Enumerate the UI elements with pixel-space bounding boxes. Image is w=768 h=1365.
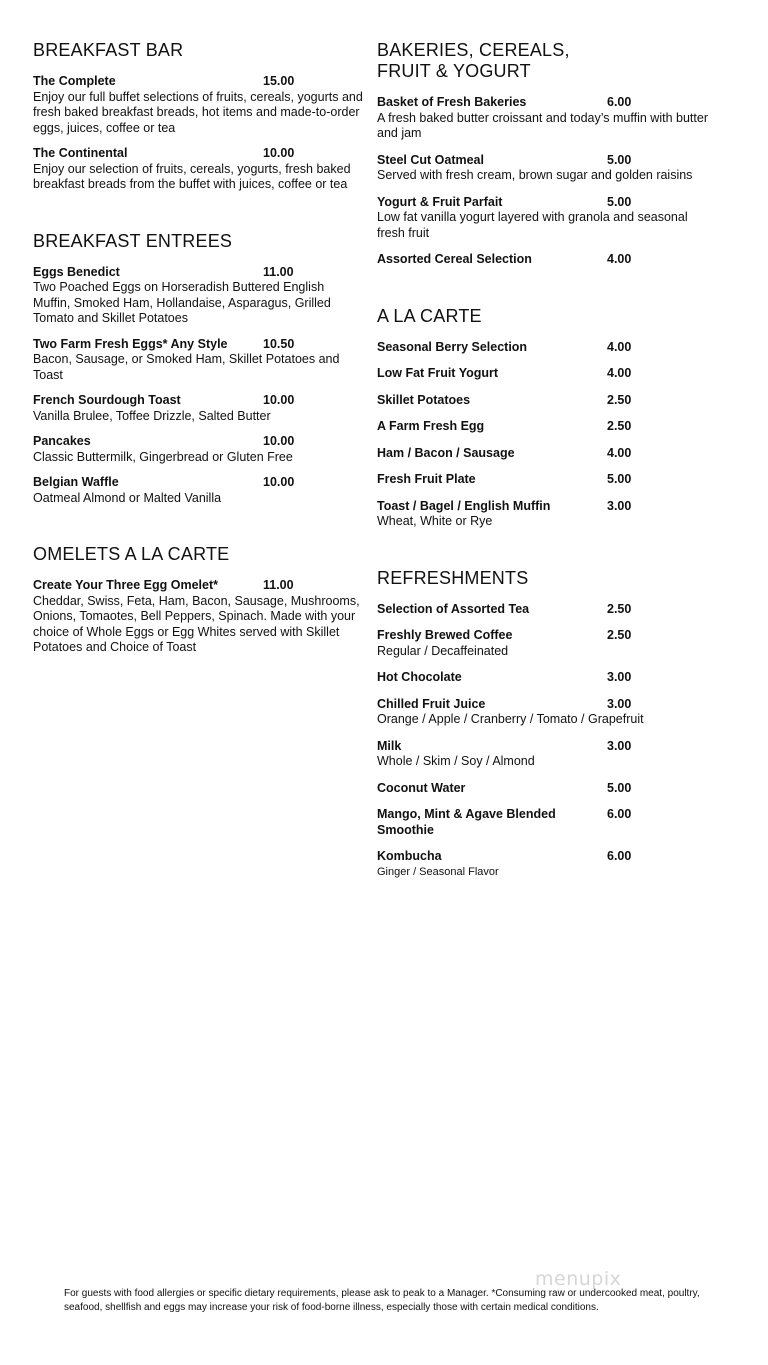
menu-item [33,146,363,193]
menu-item [377,670,717,686]
menu-item-header [377,195,717,211]
menu-item-price: 11.00 [263,264,294,279]
menu-item-header [33,337,363,353]
menu-item-name: Assorted Cereal Selection [377,252,532,266]
menu-item-name: Yogurt & Fruit Parfait [377,194,503,209]
menu-item-name: A Farm Fresh Egg [377,419,485,433]
menu-item-header [377,252,717,268]
section-title: BREAKFAST BAR [33,40,184,60]
watermark-logo: menupix [535,1268,622,1290]
menu-item [377,472,717,488]
menu-item-price: 2.50 [607,419,632,433]
allergy-disclaimer: For guests with food allergies or specific dietary requirements, please ask to peak to a Manager. *Consuming raw or undercooked meat, poultry, seafood, shellfish and eggs may increase your risk of food-borne illness, especially those with certain medical conditions. [64,1288,700,1313]
menu-item-name: Pancakes [33,434,91,448]
menu-item-header [33,475,363,491]
menu-item-name: Two Farm Fresh Eggs* Any Style [33,336,228,351]
menu-item-description: Enjoy our selection of fruits, cereals, yogurts, fresh baked breakfast breads from the buffet with juices, coffee or tea [33,161,351,191]
menu-item [33,434,363,465]
menu-item-name: Kombucha [377,849,442,863]
menu-item-header [377,849,717,865]
menu-item [377,602,717,618]
menu-item-description: Cheddar, Swiss, Feta, Ham, Bacon, Sausage, Mushrooms, Onions, Tomaotes, Bell Peppers, Spinach. Made with your choice of Whole Eggs or Egg Whites served with Skillet Potatoes and Choice of Toast [33,593,360,654]
menu-item-description: Regular / Decaffeinated [377,643,509,658]
menu-item-description: Classic Buttermilk, Gingerbread or Gluten Free [33,449,293,464]
menu-item [377,697,717,728]
menu-item-name: Hot Chocolate [377,670,462,684]
section-breakfast-entrees [33,231,363,507]
right-column [377,40,717,918]
menu-item [377,807,717,838]
menu-item-price: 10.00 [263,393,295,407]
menu-item-header [33,146,363,162]
menu-item-price: 15.00 [263,74,295,88]
menu-item-price: 4.00 [607,339,632,354]
menu-item-header [377,628,717,644]
section-refreshments [377,568,717,881]
menu-item-name: Milk [377,738,402,753]
menu-item-header [377,670,717,686]
menu-item-price: 2.50 [607,392,632,407]
menu-item-header [377,697,717,713]
menu-item-header [377,739,717,755]
menu-item-header [377,446,717,462]
menu-item-name: Belgian Waffle [33,475,119,489]
menu-item [33,337,363,384]
menu-item-name: The Continental [33,146,128,160]
menu-item [377,95,717,142]
menu-item-price: 5.00 [607,152,632,167]
menu-item-name: Toast / Bagel / English Muffin [377,498,551,513]
menu-item-name: Steel Cut Oatmeal [377,152,484,167]
menu-item-description: Orange / Apple / Cranberry / Tomato / Grapefruit [377,712,644,726]
menu-item [377,628,717,659]
menu-item-description: A fresh baked butter croissant and today’s muffin with butter and jam [377,110,708,140]
menu-item-price: 5.00 [607,472,632,486]
menu-item-name: Selection of Assorted Tea [377,601,530,616]
menu-item-name: Fresh Fruit Plate [377,472,476,486]
menu-item-header [377,807,717,838]
menu-item-name: Chilled Fruit Juice [377,696,486,711]
menu-item-header [33,578,363,594]
menu-item-description: Ginger / Seasonal Flavor [377,865,499,878]
menu-item [377,366,717,382]
menu-item [33,578,363,656]
menu-item-name: Basket of Fresh Bakeries [377,95,527,109]
menu-item-header [377,340,717,356]
menu-item-description: Whole / Skim / Soy / Almond [377,754,535,768]
section-a-la-carte [377,306,717,530]
section-title: OMELETS A LA CARTE [33,544,230,564]
menu-item [377,781,717,797]
menu-item-name: Freshly Brewed Coffee [377,628,513,642]
menu-item-header [377,472,717,488]
menu-item-header [377,781,717,797]
menu-item-price: 4.00 [607,366,632,380]
menu-item [377,393,717,409]
menu-item-price: 3.00 [607,498,632,513]
menu-item [377,849,717,880]
menu-item-header [33,74,363,90]
menu-item-header [377,153,717,169]
menu-item-description: Enjoy our full buffet selections of fruits, cereals, yogurts and fresh baked breakfast breads, hot items and made-to-order eggs, juices, coffee or tea [33,89,363,135]
menu-item [377,153,717,184]
menu-item [377,340,717,356]
menu-item [377,252,717,268]
menu-item-header [33,265,363,281]
menu-item-name: French Sourdough Toast [33,393,181,407]
menu-item [33,393,363,424]
menu-item-price: 5.00 [607,780,632,795]
menu-item-header [33,393,363,409]
menu-item [377,195,717,242]
menu-item [377,739,717,770]
menu-item-name: Low Fat Fruit Yogurt [377,366,499,380]
section-title: A LA CARTE [377,305,482,326]
menu-item-price: 2.50 [607,628,632,642]
menu-item-description: Oatmeal Almond or Malted Vanilla [33,490,222,505]
section-bakeries-cereals-fruit-yogurt [377,40,717,268]
menu-item-name: Coconut Water [377,780,466,795]
menu-item-header [377,602,717,618]
section-title: BAKERIES, CEREALS, FRUIT & YOGURT [377,40,570,81]
menu-item-description: Vanilla Brulee, Toffee Drizzle, Salted Butter [33,408,271,423]
menu-item-price: 6.00 [607,849,632,863]
menu-item-description: Served with fresh cream, brown sugar and golden raisins [377,168,693,182]
menu-item-header [377,366,717,382]
menu-item-price: 10.00 [263,146,295,160]
section-title: REFRESHMENTS [377,567,529,588]
menu-item-price: 10.00 [263,434,295,448]
menu-item-description: Wheat, White or Rye [377,514,493,528]
menu-item-name: The Complete [33,74,116,88]
menu-item-price: 6.00 [607,95,632,109]
menu-item-header [33,434,363,450]
menu-item-name: Create Your Three Egg Omelet* [33,578,219,592]
menu-item-description: Low fat vanilla yogurt layered with granola and seasonal fresh fruit [377,210,688,240]
menu-item-price: 2.50 [607,601,632,616]
menu-item [377,419,717,435]
menu-item-header [377,419,717,435]
menu-item-name: Ham / Bacon / Sausage [377,445,515,460]
section-breakfast-bar [33,40,363,193]
menu-item-price: 3.00 [607,738,632,753]
menu-item-name: Mango, Mint & Agave Blended Smoothie [377,807,556,837]
menu-item [377,446,717,462]
menu-item [33,265,363,327]
menu-item-price: 3.00 [607,696,632,711]
menu-item-header [377,95,717,111]
menu-item-price: 4.00 [607,445,632,460]
menu-item-price: 5.00 [607,194,632,209]
menu-item-price: 6.00 [607,807,632,821]
menu-item [377,499,717,530]
section-title: BREAKFAST ENTREES [33,230,233,251]
menu-item-price: 3.00 [607,670,632,684]
menu-item-price: 10.50 [263,336,295,351]
menu-item [33,74,363,136]
menu-item-price: 10.00 [263,475,295,489]
menu-item-header [377,499,717,515]
menu-item-name: Seasonal Berry Selection [377,339,528,354]
menu-item-description: Two Poached Eggs on Horseradish Buttered English Muffin, Smoked Ham, Hollandaise, Asparagus, Grilled Tomato and Skillet Potatoes [33,280,331,325]
menu-item-name: Eggs Benedict [33,264,120,279]
left-column [33,40,363,694]
menu-item-price: 4.00 [607,252,632,266]
menu-item-header [377,393,717,409]
menu-item-price: 11.00 [263,578,294,592]
section-omelets-a-la-carte [33,544,363,656]
menu-item-description: Bacon, Sausage, or Smoked Ham, Skillet Potatoes and Toast [33,352,340,382]
menu-item-name: Skillet Potatoes [377,392,471,407]
menu-item [33,475,363,506]
